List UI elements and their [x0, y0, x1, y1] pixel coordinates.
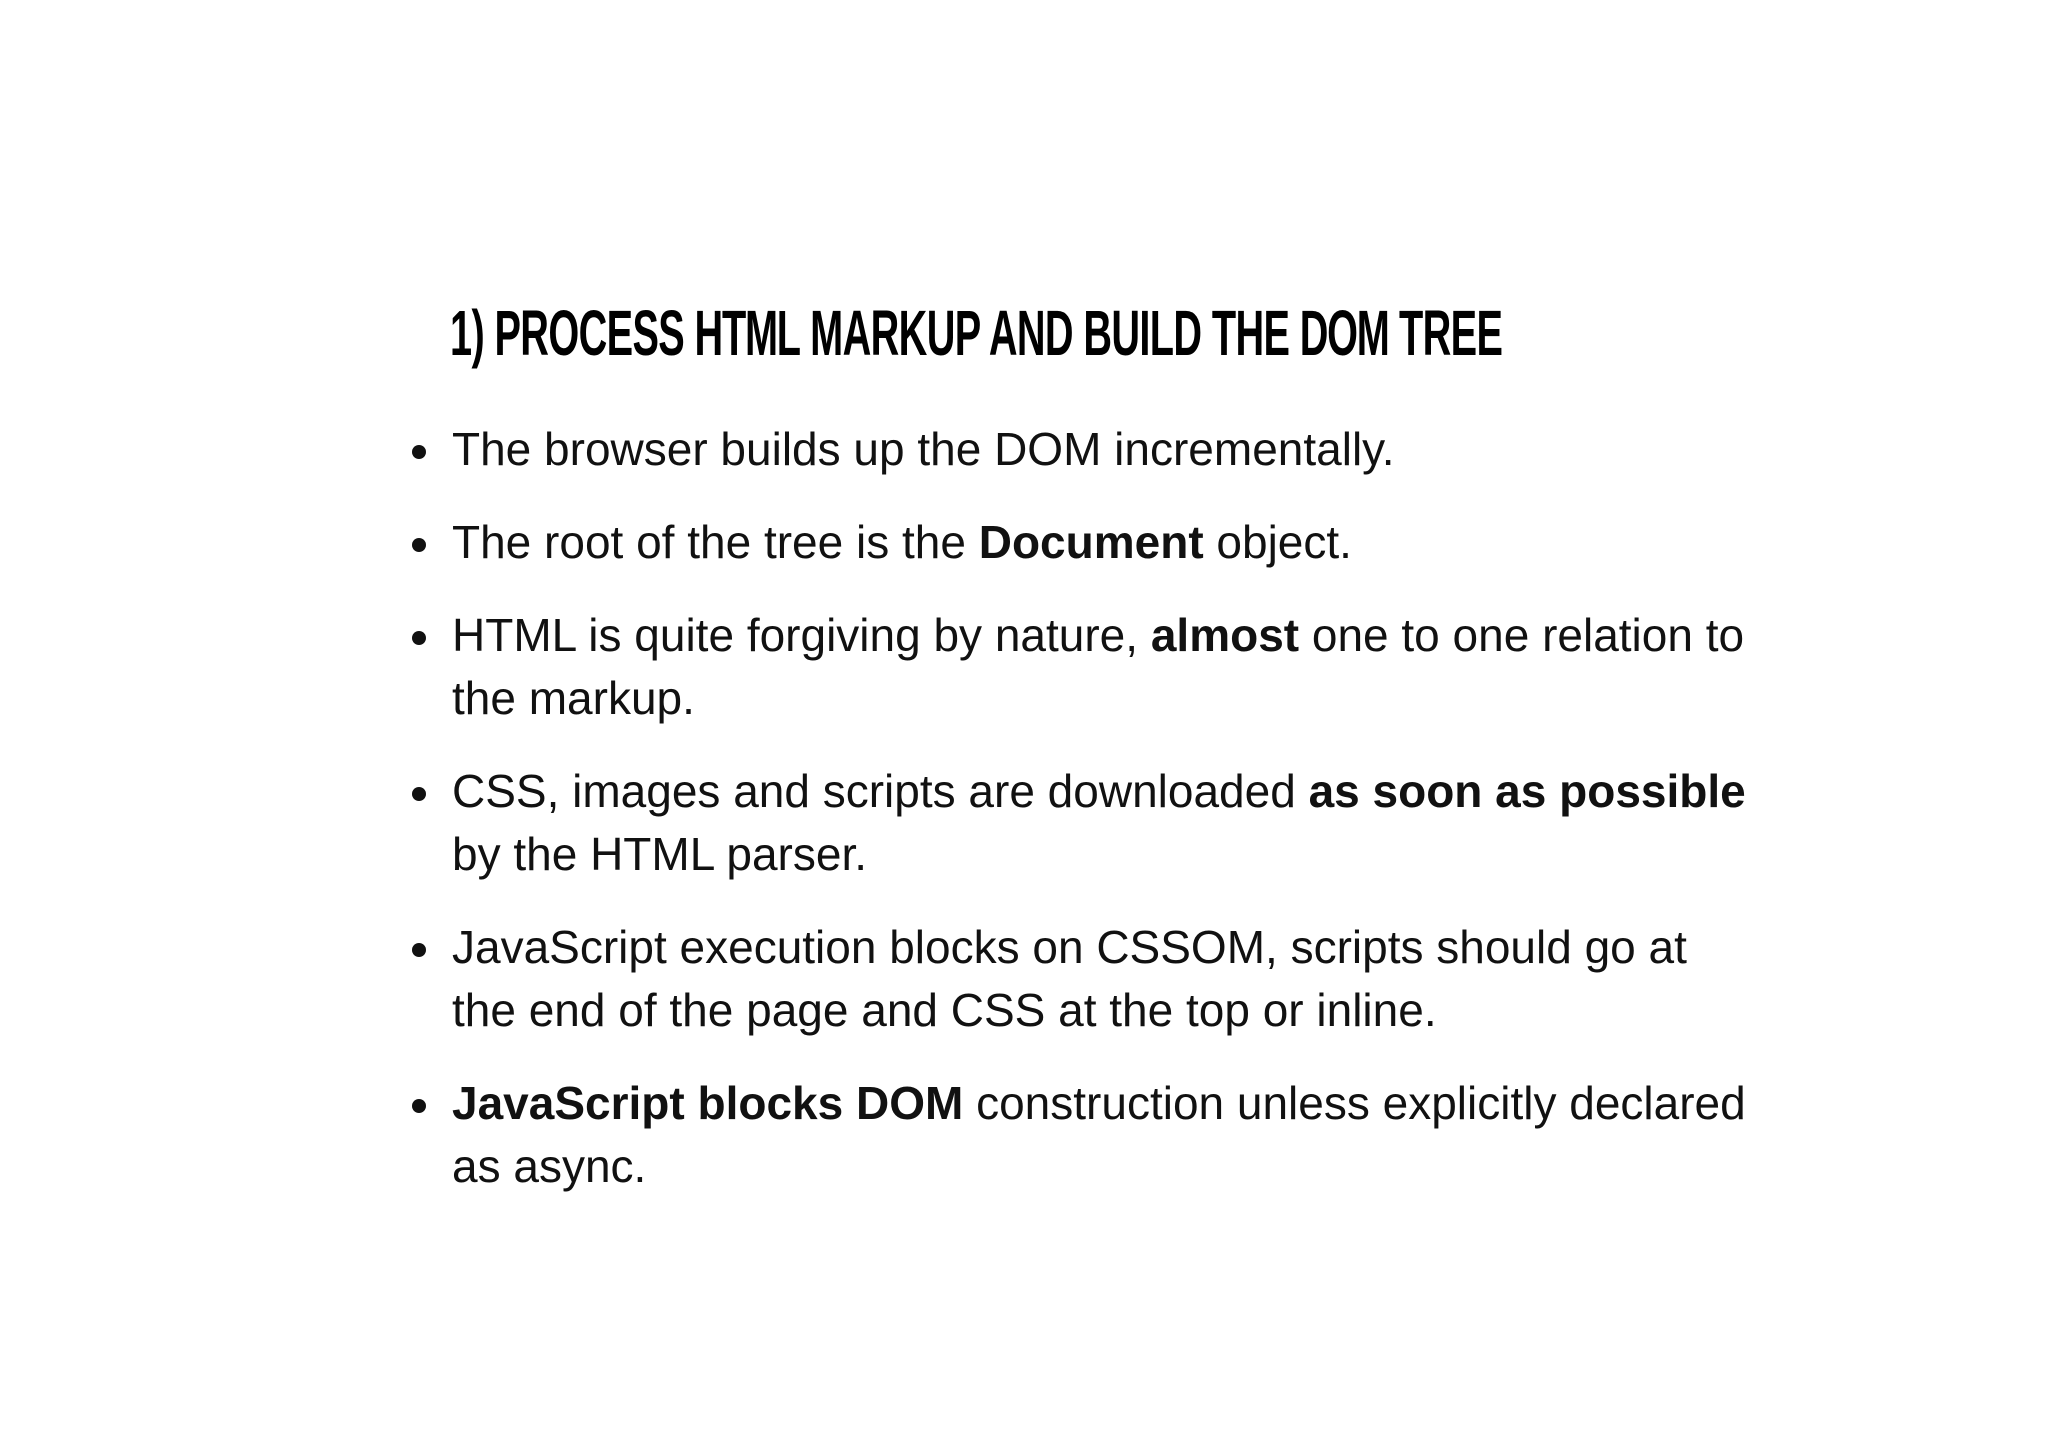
bullet-text: JavaScript execution blocks on CSSOM, scripts should go at the end of the page and CSS at the top or inline. — [452, 921, 1687, 1036]
bullet-item — [452, 916, 1752, 1042]
bullet-list — [452, 418, 1752, 1228]
title-text-3: TREE — [1388, 297, 1503, 369]
bullet-dot-icon — [412, 631, 426, 645]
bullet-text: one to one relation to the markup. — [452, 609, 1745, 724]
bullet-text: The root of the tree is the — [452, 516, 979, 568]
bullet-item — [452, 418, 1752, 481]
bullet-dot-icon — [412, 787, 426, 801]
bullet-dot-icon — [412, 1099, 426, 1113]
bullet-bold-text: JavaScript blocks DOM — [452, 1077, 964, 1129]
bullet-dot-icon — [412, 943, 426, 957]
bullet-text: HTML is quite forgiving by nature, — [452, 609, 1151, 661]
bullet-text: object. — [1203, 516, 1352, 568]
bullet-bold-text: almost — [1150, 609, 1300, 661]
bullet-dot-icon — [412, 538, 426, 552]
bullet-text: by the HTML parser. — [452, 828, 868, 880]
bullet-item — [452, 1072, 1752, 1198]
bullet-item — [452, 760, 1752, 886]
bullet-text: construction unless explicitly declared as async. — [452, 1077, 1746, 1192]
bullet-item — [452, 604, 1752, 730]
bullet-text: CSS, images and scripts are downloaded — [452, 765, 1309, 817]
bullet-item — [452, 511, 1752, 574]
bullet-dot-icon — [412, 445, 426, 459]
bullet-bold-text: Document — [978, 516, 1204, 568]
slide-title — [450, 288, 1503, 378]
title-emphasis-html: HTML — [694, 297, 800, 369]
title-emphasis-dom: DOM — [1299, 297, 1389, 369]
bullet-bold-text: as soon as possible — [1308, 765, 1746, 817]
bullet-text: The browser builds up the DOM incrementally. — [452, 423, 1395, 475]
title-text-2: MARKUP AND BUILD THE — [799, 297, 1300, 369]
title-text-1: 1) PROCESS — [450, 297, 695, 369]
